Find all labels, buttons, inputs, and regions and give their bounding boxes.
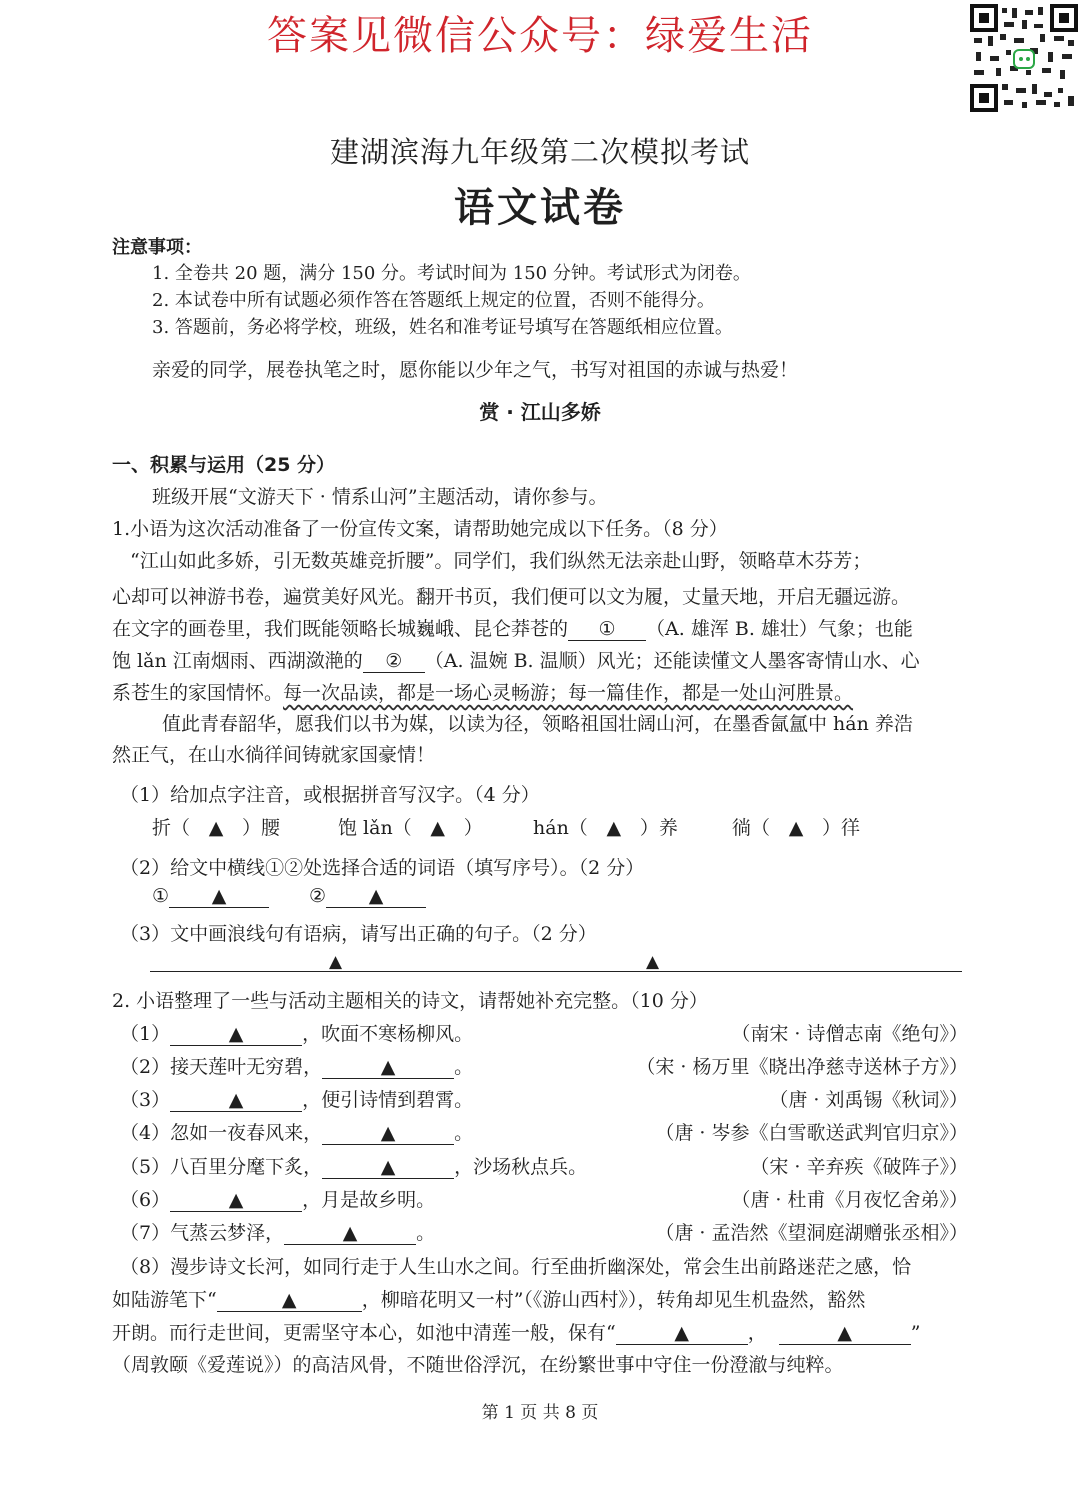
poem-line bbox=[120, 1019, 473, 1046]
poem-text: 八百里分麾下炙， bbox=[170, 1156, 323, 1178]
choice-label: ② bbox=[309, 885, 327, 907]
poem-source: （唐 · 孟浩然《望洞庭湖赠张丞相》） bbox=[655, 1222, 968, 1244]
part-heading: 一、积累与运用（25 分） bbox=[112, 454, 336, 476]
qr-code-icon bbox=[970, 4, 1078, 112]
poem-source: （唐 · 岑参《白雪歌送武判官归京》） bbox=[655, 1122, 968, 1144]
greeting: 亲爱的同学，展卷执笔之时，愿你能以少年之气，书写对祖国的赤诚与热爱！ bbox=[152, 359, 799, 381]
answer-mark: ▲ bbox=[329, 952, 343, 972]
passage-line bbox=[112, 678, 853, 705]
line-number: （7） bbox=[120, 1222, 171, 1244]
passage-text: 饱 lǎn 江南烟雨、西湖潋滟的 bbox=[112, 650, 363, 672]
answer-mark: ▲ bbox=[788, 817, 804, 839]
poem-text: ，吹面不寒杨柳风。 bbox=[302, 1023, 474, 1045]
answer-mark: ▲ bbox=[430, 817, 445, 839]
answer-blank: ▲ bbox=[284, 1223, 416, 1245]
paragraph-text: ， bbox=[747, 1322, 767, 1344]
item-prefix: 徜（ bbox=[732, 817, 771, 839]
answer-blank: ▲ bbox=[322, 1157, 454, 1179]
poem-text: 。 bbox=[416, 1222, 436, 1244]
item-suffix: ）腰 bbox=[242, 817, 281, 839]
poem-source: （唐 · 刘禹锡《秋词》） bbox=[769, 1089, 968, 1111]
line-number: （5） bbox=[120, 1156, 171, 1178]
page-footer: 第 1 页 共 8 页 bbox=[481, 1403, 599, 1423]
paragraph-line: （周敦颐《爱莲说》）的高洁风骨，不随世俗浮沉，在纷繁世事中守住一份澄澈与纯粹。 bbox=[112, 1354, 844, 1376]
answer-blank: ▲ bbox=[170, 1090, 302, 1112]
poem-text: ，沙场秋点兵。 bbox=[454, 1156, 588, 1178]
poem-text: ，月是故乡明。 bbox=[302, 1189, 436, 1211]
poem-text: 。 bbox=[454, 1122, 474, 1144]
paper-title: 语文试卷 bbox=[454, 184, 626, 231]
poem-line bbox=[120, 1218, 435, 1245]
paragraph-text: 开朗。而行走世间，更需坚守本心，如池中清莲一般，保有“ bbox=[112, 1322, 616, 1344]
pinyin-item bbox=[732, 813, 860, 840]
passage-line: 心却可以神游书卷，遍赏美好风光。翻开书页，我们便可以文为履，丈量天地，开启无疆远游。 bbox=[112, 586, 911, 608]
answer-blank: ▲ bbox=[169, 886, 269, 908]
poem-source: （宋 · 杨万里《晓出净慈寺送林子方》） bbox=[636, 1056, 968, 1078]
passage-line bbox=[112, 646, 920, 673]
choice-label: ① bbox=[152, 885, 170, 907]
answer-blank: ▲ bbox=[326, 886, 426, 908]
answer-blank: ▲ bbox=[217, 1290, 362, 1312]
answer-blank: ▲ bbox=[170, 1024, 302, 1046]
passage-line: 值此青春韶华，愿我们以书为媒，以读为径，领略祖国壮阔山河，在墨香氤氲中 hán 养浩 bbox=[162, 713, 913, 735]
answer-blank: ▲ bbox=[779, 1323, 911, 1345]
subquestion-1-title: （1）给加点字注音，或根据拼音写汉字。（4 分） bbox=[120, 784, 540, 806]
item-prefix: hán（ bbox=[533, 817, 588, 839]
poem-line bbox=[120, 1052, 473, 1079]
passage-line: 然正气，在山水徜徉间铸就家国豪情！ bbox=[112, 744, 436, 766]
blank-1: ① bbox=[568, 619, 646, 641]
line-number: （1） bbox=[120, 1023, 171, 1045]
notice-item: 3. 答题前，务必将学校，班级，姓名和准考证号填写在答题纸相应位置。 bbox=[152, 317, 733, 338]
exam-title: 建湖滨海九年级第二次模拟考试 bbox=[329, 135, 750, 169]
line-number: （4） bbox=[120, 1122, 171, 1144]
wavy-underlined-sentence: 每一次品读，都是一场心灵畅游；每一篇佳作，都是一处山河胜景。 bbox=[283, 682, 854, 704]
poem-source: （宋 · 辛弃疾《破阵子》） bbox=[750, 1156, 968, 1178]
passage-text: 在文字的画卷里，我们既能领略长城巍峨、昆仑莽苍的 bbox=[112, 618, 569, 640]
subquestion-3-title: （3）文中画浪线句有语病，请写出正确的句子。（2 分） bbox=[120, 923, 597, 945]
poem-text: 接天莲叶无穷碧， bbox=[170, 1056, 323, 1078]
answer-mark: ▲ bbox=[646, 952, 660, 972]
line-number: （6） bbox=[120, 1189, 171, 1211]
poem-text: 气蒸云梦泽， bbox=[170, 1222, 285, 1244]
pinyin-item bbox=[152, 813, 280, 840]
notice-item: 2. 本试卷中所有试题必须作答在答题纸上规定的位置，否则不能得分。 bbox=[152, 290, 715, 311]
notice-heading: 注意事项： bbox=[112, 237, 202, 258]
poem-line bbox=[120, 1152, 587, 1179]
question-1-title: 1.小语为这次活动准备了一份宣传文案，请帮助她完成以下任务。（8 分） bbox=[112, 518, 728, 540]
answer-mark: ▲ bbox=[208, 817, 224, 839]
pinyin-item bbox=[533, 813, 678, 840]
section-title: 赏 · 江山多娇 bbox=[479, 400, 601, 424]
paragraph-text: ” bbox=[910, 1322, 921, 1344]
paragraph-text: 如陆游笔下“ bbox=[112, 1289, 217, 1311]
item-suffix: ） bbox=[463, 817, 483, 839]
passage-text: 系苍生的家国情怀。 bbox=[112, 682, 284, 704]
question-2-title: 2. 小语整理了一些与活动主题相关的诗文，请帮她补充完整。（10 分） bbox=[112, 990, 708, 1012]
part-intro: 班级开展“文游天下 · 情系山河”主题活动，请你参与。 bbox=[152, 486, 608, 508]
notice-item: 1. 全卷共 20 题，满分 150 分。考试时间为 150 分钟。考试形式为闭卷。 bbox=[152, 263, 751, 284]
choice-answer-row bbox=[152, 885, 426, 908]
answer-line bbox=[150, 971, 962, 972]
answer-blank: ▲ bbox=[616, 1323, 748, 1345]
answer-mark: ▲ bbox=[606, 817, 622, 839]
passage-line bbox=[112, 614, 913, 641]
poem-text: 忽如一夜春风来， bbox=[170, 1122, 323, 1144]
blank-2: ② bbox=[363, 651, 425, 673]
line-number: （3） bbox=[120, 1089, 171, 1111]
answer-blank: ▲ bbox=[322, 1123, 454, 1145]
watermark-banner: 答案见微信公众号：绿爱生活 bbox=[267, 13, 813, 59]
poem-line bbox=[120, 1185, 435, 1212]
item-prefix: 折（ bbox=[152, 817, 191, 839]
paragraph-line: （8）漫步诗文长河，如同行走于人生山水之间。行至曲折幽深处，常会生出前路迷茫之感，恰 bbox=[120, 1256, 912, 1278]
item-prefix: 饱 lǎn（ bbox=[338, 817, 412, 839]
item-suffix: ）养 bbox=[639, 817, 678, 839]
paragraph-line bbox=[112, 1318, 920, 1345]
item-suffix: ）徉 bbox=[822, 817, 861, 839]
poem-line bbox=[120, 1118, 473, 1145]
poem-source: （南宋 · 诗僧志南《绝句》） bbox=[731, 1023, 968, 1045]
pinyin-item bbox=[338, 813, 483, 840]
poem-text: ，便引诗情到碧霄。 bbox=[302, 1089, 474, 1111]
passage-text: （A. 温婉 B. 温顺）风光；还能读懂文人墨客寄情山水、心 bbox=[424, 650, 920, 672]
passage-text: （A. 雄浑 B. 雄壮）气象；也能 bbox=[646, 618, 913, 640]
poem-line bbox=[120, 1085, 473, 1112]
poem-text: 。 bbox=[454, 1056, 474, 1078]
paragraph-line bbox=[112, 1285, 865, 1312]
passage-line: “江山如此多娇，引无数英雄竞折腰”。同学们，我们纵然无法亲赴山野，领略草木芬芳； bbox=[130, 550, 872, 572]
poem-source: （唐 · 杜甫《月夜忆舍弟》） bbox=[731, 1189, 968, 1211]
answer-blank: ▲ bbox=[322, 1057, 454, 1079]
answer-blank: ▲ bbox=[170, 1190, 302, 1212]
paragraph-text: ，柳暗花明又一村”（《游山西村》），转角却见生机盎然，豁然 bbox=[361, 1289, 866, 1311]
subquestion-2-title: （2）给文中横线①②处选择合适的词语（填写序号）。（2 分） bbox=[120, 857, 645, 879]
line-number: （2） bbox=[120, 1056, 171, 1078]
